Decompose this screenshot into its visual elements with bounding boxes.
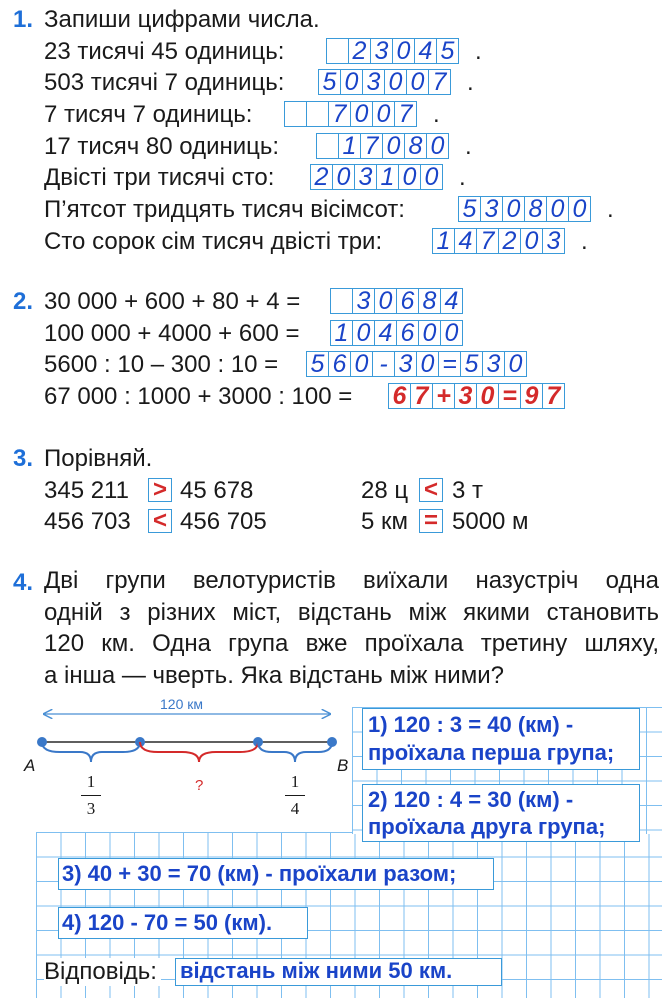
- fraction-one-third-den: 3: [86, 799, 96, 818]
- answer-digit-cell[interactable]: 1: [338, 133, 361, 159]
- task2-row1-expr: 30 000 + 600 + 80 + 4 =: [44, 288, 301, 315]
- answer-digit-cell[interactable]: [326, 38, 349, 64]
- task1-row1-label: 23 тисячі 45 одиниць:: [44, 38, 285, 65]
- compare1-left: 345 211: [44, 477, 129, 504]
- task1-row2-label: 503 тисячі 7 одиниць:: [44, 69, 285, 96]
- answer-digit-cell[interactable]: 7: [328, 101, 351, 127]
- compare1-right: 45 678: [180, 477, 254, 504]
- answer-digit-cell[interactable]: 5: [460, 351, 483, 377]
- answer-digit-cell[interactable]: 8: [418, 288, 441, 314]
- answer-digit-cell[interactable]: 5: [458, 196, 481, 222]
- task4-line1: Дві групи велотуристів виїхали назустріч одна: [44, 567, 659, 594]
- answer-digit-cell[interactable]: 4: [414, 38, 437, 64]
- compare4-left: 5 км: [361, 508, 409, 535]
- task4-line2: одній з різних міст, відстань між якими становить: [44, 598, 659, 626]
- fraction-one-quarter-num: 1: [290, 772, 300, 791]
- compare3-left: 456 703: [44, 508, 131, 535]
- fraction-one-quarter: [285, 772, 305, 819]
- compare3-sign[interactable]: <: [148, 509, 172, 533]
- task1-title: Запиши цифрами числа.: [44, 6, 320, 33]
- task1-row6-end: .: [607, 196, 614, 223]
- task1-row4-answer[interactable]: [316, 133, 448, 159]
- fraction-one-third: [81, 772, 101, 819]
- answer-digit-cell[interactable]: 2: [498, 228, 521, 254]
- answer-digit-cell[interactable]: 4: [440, 288, 463, 314]
- answer-digit-cell[interactable]: 9: [520, 383, 543, 409]
- task1-row2-end: .: [467, 69, 474, 96]
- task1-number: 1.: [13, 6, 34, 33]
- step1-line2: проїхала перша група;: [368, 740, 615, 765]
- task1-row5-end: .: [459, 164, 466, 191]
- answer-digit-cell[interactable]: [306, 101, 329, 127]
- answer-digit-cell[interactable]: =: [498, 383, 521, 409]
- task2-row4-expr: 67 000 : 1000 + 3000 : 100 =: [44, 383, 353, 410]
- answer-digit-cell[interactable]: 0: [350, 351, 373, 377]
- compare4-right: 5000 м: [452, 508, 529, 535]
- fraction-one-third-num: 1: [86, 772, 96, 791]
- answer-digit-cell[interactable]: 3: [482, 351, 505, 377]
- compare4-sign[interactable]: =: [419, 509, 443, 533]
- task4-problem-text: [44, 565, 659, 691]
- answer-digit-cell[interactable]: 1: [432, 228, 455, 254]
- step2-line2: проїхала друга група;: [368, 814, 606, 839]
- answer-digit-cell[interactable]: -: [372, 351, 395, 377]
- task3-number: 3.: [13, 445, 34, 472]
- task2-row2-answer[interactable]: [330, 320, 462, 346]
- answer-digit-cell[interactable]: 6: [396, 288, 419, 314]
- answer-digit-cell[interactable]: 0: [502, 196, 525, 222]
- answer-digit-cell[interactable]: 0: [520, 228, 543, 254]
- task1-row5-label: Двісті три тисячі сто:: [44, 164, 275, 191]
- answer-digit-cell[interactable]: 8: [524, 196, 547, 222]
- task1-row1-end: .: [475, 38, 482, 65]
- answer-digit-cell[interactable]: [316, 133, 339, 159]
- answer-digit-cell[interactable]: 6: [388, 383, 411, 409]
- answer-digit-cell[interactable]: 0: [392, 38, 415, 64]
- task1-row4-end: .: [465, 133, 472, 160]
- answer-digit-cell[interactable]: 0: [416, 351, 439, 377]
- answer-digit-cell[interactable]: 0: [418, 320, 441, 346]
- answer-digit-cell[interactable]: 0: [398, 164, 421, 190]
- answer-digit-cell[interactable]: 1: [330, 320, 353, 346]
- answer-digit-cell[interactable]: 5: [318, 69, 341, 95]
- answer-digit-cell[interactable]: 0: [476, 383, 499, 409]
- unknown-distance-label: ?: [195, 777, 204, 794]
- task4-line4: а інша — чверть. Яка відстань між ними?: [44, 661, 504, 689]
- answer-digit-cell[interactable]: 0: [420, 164, 443, 190]
- step1-line1: 1) 120 : 3 = 40 (км) -: [368, 712, 574, 737]
- fraction-one-quarter-den: 4: [290, 799, 300, 818]
- task1-row6-label: П’ятсот тридцять тисяч вісімсот:: [44, 196, 405, 223]
- answer-digit-cell[interactable]: 6: [328, 351, 351, 377]
- answer-digit-cell[interactable]: 0: [382, 133, 405, 159]
- answer-digit-cell[interactable]: 7: [428, 69, 451, 95]
- answer-digit-cell[interactable]: 0: [374, 288, 397, 314]
- point-a-label: A: [24, 756, 36, 775]
- answer-digit-cell[interactable]: 8: [404, 133, 427, 159]
- compare1-sign[interactable]: >: [148, 478, 172, 502]
- answer-digit-cell[interactable]: 4: [454, 228, 477, 254]
- answer-digit-cell[interactable]: 0: [332, 164, 355, 190]
- answer-digit-cell[interactable]: 5: [436, 38, 459, 64]
- task2-row1-answer[interactable]: [330, 288, 462, 314]
- task1-row2-answer[interactable]: [318, 69, 450, 95]
- answer-digit-cell[interactable]: 0: [546, 196, 569, 222]
- step3-text: 3) 40 + 30 = 70 (км) - проїхали разом;: [62, 861, 457, 886]
- answer-digit-cell[interactable]: 7: [410, 383, 433, 409]
- compare2-left: 28 ц: [361, 477, 409, 504]
- answer-digit-cell[interactable]: 3: [480, 196, 503, 222]
- answer-digit-cell[interactable]: 0: [352, 320, 375, 346]
- answer-digit-cell[interactable]: 1: [376, 164, 399, 190]
- answer-text: відстань між ними 50 км.: [180, 958, 453, 983]
- point-b-label: B: [337, 756, 349, 775]
- answer-digit-cell[interactable]: 0: [350, 101, 373, 127]
- answer-label: Відповідь:: [44, 958, 161, 986]
- compare3-right: 456 705: [180, 508, 267, 535]
- task1-row1-answer[interactable]: [326, 38, 458, 64]
- answer-digit-cell[interactable]: 0: [340, 69, 363, 95]
- task2-row2-expr: 100 000 + 4000 + 600 =: [44, 320, 300, 347]
- step2-line1: 2) 120 : 4 = 30 (км) -: [368, 787, 574, 812]
- task1-row7-label: Сто сорок сім тисяч двісті три:: [44, 228, 383, 255]
- brace-first-third: [42, 742, 140, 762]
- answer-digit-cell[interactable]: +: [432, 383, 455, 409]
- answer-digit-cell[interactable]: 2: [348, 38, 371, 64]
- answer-digit-cell[interactable]: 4: [374, 320, 397, 346]
- task2-row3-answer[interactable]: [306, 351, 526, 377]
- compare2-right: 3 т: [452, 477, 484, 504]
- answer-digit-cell[interactable]: 0: [406, 69, 429, 95]
- task1-row7-answer[interactable]: [432, 228, 564, 254]
- answer-digit-cell[interactable]: 0: [568, 196, 591, 222]
- answer-digit-cell[interactable]: 7: [394, 101, 417, 127]
- task1-row3-label: 7 тисяч 7 одиниць:: [44, 101, 253, 128]
- answer-digit-cell[interactable]: 3: [454, 383, 477, 409]
- answer-digit-cell[interactable]: 3: [354, 164, 377, 190]
- answer-digit-cell[interactable]: 0: [504, 351, 527, 377]
- task4-line3: 120 км. Одна група вже проїхала третину шляху,: [44, 630, 659, 657]
- answer-digit-cell[interactable]: =: [438, 351, 461, 377]
- task1-row7-end: .: [581, 228, 588, 255]
- answer-digit-cell[interactable]: 0: [440, 320, 463, 346]
- answer-digit-cell[interactable]: [330, 288, 353, 314]
- step4-text: 4) 120 - 70 = 50 (км).: [62, 910, 273, 935]
- answer-digit-cell[interactable]: 6: [396, 320, 419, 346]
- answer-digit-cell[interactable]: 0: [372, 101, 395, 127]
- answer-digit-cell[interactable]: 3: [542, 228, 565, 254]
- answer-digit-cell[interactable]: 2: [310, 164, 333, 190]
- answer-digit-cell[interactable]: 3: [370, 38, 393, 64]
- answer-digit-cell[interactable]: [284, 101, 307, 127]
- answer-digit-cell[interactable]: 3: [362, 69, 385, 95]
- task2-number: 2.: [13, 288, 34, 315]
- task2-row3-expr: 5600 : 10 – 300 : 10 =: [44, 351, 279, 378]
- task1-row3-answer[interactable]: [284, 101, 416, 127]
- total-distance-label: 120 км: [160, 696, 203, 712]
- task1-row6-answer[interactable]: [458, 196, 590, 222]
- task1-row4-label: 17 тисяч 80 одиниць:: [44, 133, 280, 160]
- answer-digit-cell[interactable]: 5: [306, 351, 329, 377]
- answer-digit-cell[interactable]: 7: [542, 383, 565, 409]
- task3-title: Порівняй.: [44, 445, 153, 472]
- answer-digit-cell[interactable]: 0: [384, 69, 407, 95]
- task1-row5-answer[interactable]: [310, 164, 442, 190]
- answer-digit-cell[interactable]: 3: [352, 288, 375, 314]
- brace-last-quarter: [258, 742, 332, 762]
- compare2-sign[interactable]: <: [419, 478, 443, 502]
- brace-middle-unknown: [140, 742, 258, 762]
- answer-digit-cell[interactable]: 3: [394, 351, 417, 377]
- answer-digit-cell[interactable]: 7: [360, 133, 383, 159]
- task4-number: 4.: [13, 569, 34, 596]
- answer-digit-cell[interactable]: 0: [426, 133, 449, 159]
- answer-digit-cell[interactable]: 7: [476, 228, 499, 254]
- task1-row3-end: .: [433, 101, 440, 128]
- task2-row4-answer[interactable]: [388, 383, 564, 409]
